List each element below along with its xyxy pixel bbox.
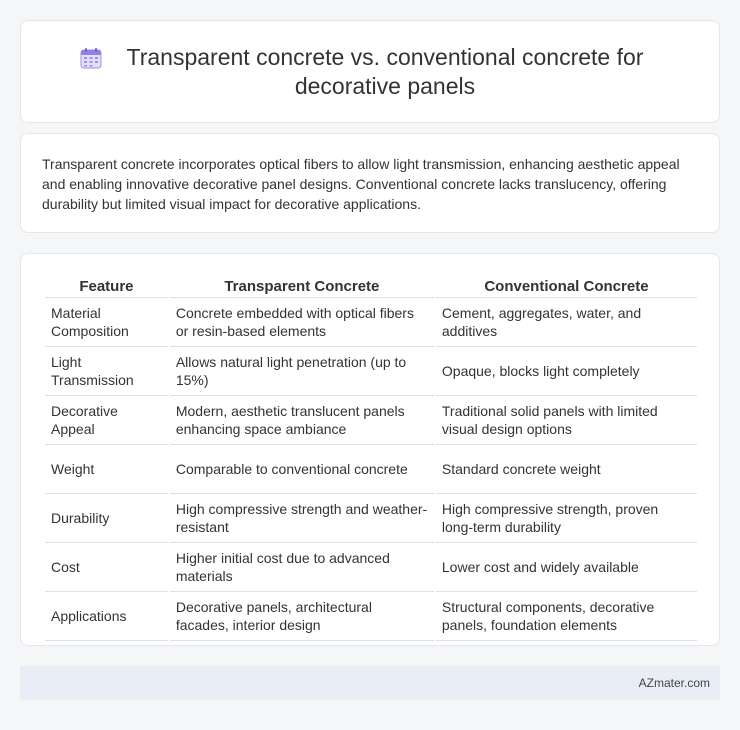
feature-cell: Weight <box>45 445 168 494</box>
conventional-cell: Opaque, blocks light completely <box>436 347 697 396</box>
feature-cell: Cost <box>45 543 168 592</box>
table-row <box>45 396 697 445</box>
table-row <box>45 543 697 592</box>
column-header-transparent: Transparent Concrete <box>170 276 434 298</box>
conventional-cell: Structural components, decorative panels, foundation elements <box>436 592 697 641</box>
page-title: Transparent concrete vs. conventional concrete for decorative panels <box>126 44 644 99</box>
transparent-cell: High compressive strength and weather-resistant <box>170 494 434 543</box>
conventional-cell: Lower cost and widely available <box>436 543 697 592</box>
conventional-cell: High compressive strength, proven long-term durability <box>436 494 697 543</box>
table-row <box>45 494 697 543</box>
column-header-conventional: Conventional Concrete <box>436 276 697 298</box>
transparent-cell: Concrete embedded with optical fibers or resin-based elements <box>170 298 434 347</box>
table-row <box>45 445 697 494</box>
footer-brand[interactable]: AZmater.com <box>638 676 710 690</box>
table-row <box>45 298 697 347</box>
transparent-cell: Higher initial cost due to advanced materials <box>170 543 434 592</box>
footer-bar <box>20 666 720 700</box>
transparent-cell: Allows natural light penetration (up to 15%) <box>170 347 434 396</box>
comparison-table <box>43 276 699 641</box>
conventional-cell: Standard concrete weight <box>436 445 697 494</box>
conventional-cell: Cement, aggregates, water, and additives <box>436 298 697 347</box>
table-row <box>45 592 697 641</box>
description-card <box>20 133 720 233</box>
transparent-cell: Decorative panels, architectural facades, interior design <box>170 592 434 641</box>
feature-cell: Durability <box>45 494 168 543</box>
title-card <box>20 20 720 123</box>
feature-cell: Decorative Appeal <box>45 396 168 445</box>
feature-cell: Material Composition <box>45 298 168 347</box>
conventional-cell: Traditional solid panels with limited visual design options <box>436 396 697 445</box>
table-row <box>45 347 697 396</box>
feature-cell: Applications <box>45 592 168 641</box>
feature-cell: Light Transmission <box>45 347 168 396</box>
transparent-cell: Modern, aesthetic translucent panels enhancing space ambiance <box>170 396 434 445</box>
column-header-feature: Feature <box>45 276 168 298</box>
table-header-row <box>45 276 697 298</box>
transparent-cell: Comparable to conventional concrete <box>170 445 434 494</box>
comparison-table-card <box>20 253 720 646</box>
description-text: Transparent concrete incorporates optical fibers to allow light transmission, enhancing aesthetic appeal and enabling innovative decorative panel designs. Conventional concrete lacks translucency, offering durability but limited visual impact for decorative applications. <box>42 156 680 212</box>
